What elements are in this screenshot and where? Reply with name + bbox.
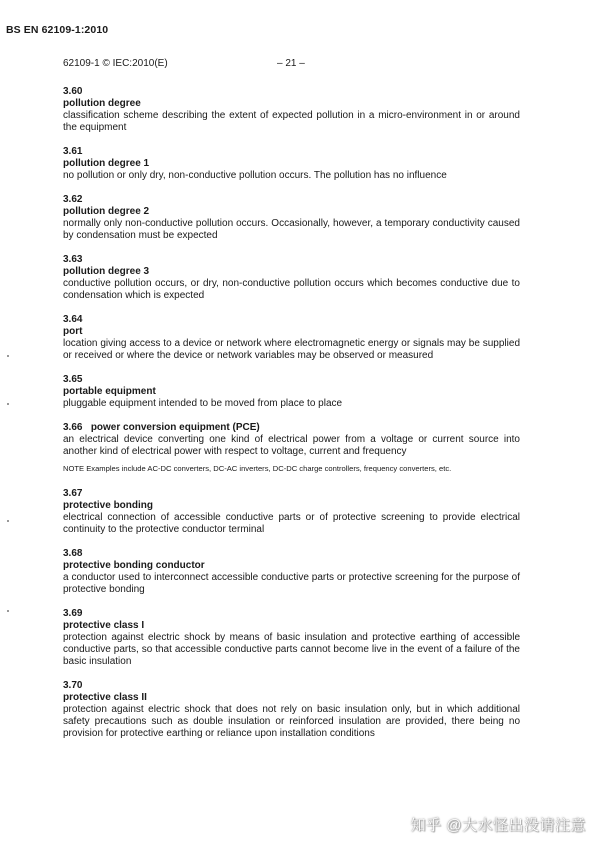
clause-number: 3.68: [63, 548, 83, 559]
definition-entry: [63, 314, 520, 362]
definition-text: protection against electric shock by means of basic insulation and protective earthing of accessible conductive parts, so that accessible conductive parts cannot become live in the event of a failure of the basic insulation: [63, 632, 520, 667]
clause-number: 3.65: [63, 374, 83, 385]
term: protective class II: [63, 692, 147, 703]
definition-entry: [63, 374, 520, 410]
definition-text: electrical connection of accessible conductive parts or of protective screening to provide electrical continuity to the protective conductor terminal: [63, 512, 520, 535]
clause-number: 3.66: [63, 422, 83, 433]
definition-entry: [63, 254, 520, 302]
clause-number: 3.69: [63, 608, 83, 619]
definition-entry: [63, 422, 520, 474]
definition-entry: [63, 488, 520, 536]
definition-text: protection against electric shock that does not rely on basic insulation only, but in which additional safety precautions such as double insulation or reinforced insulation are provided, there being no provision for protective earthing or reliance upon installation conditions: [63, 704, 520, 739]
definition-entry: [63, 146, 520, 182]
term: protective class I: [63, 620, 145, 631]
page-number: – 21 –: [277, 58, 305, 69]
clause-heading: [63, 422, 520, 434]
term: pollution degree 1: [63, 158, 150, 169]
term: pollution degree 3: [63, 266, 150, 277]
definition-text: classification scheme describing the extent of expected pollution in a micro-environment in or around the equipment: [63, 110, 520, 133]
definition-text: location giving access to a device or network where electromagnetic energy or signals may be supplied or received or where the device or network variables may be observed or measured: [63, 338, 520, 361]
definition-text: an electrical device converting one kind of electrical power from a voltage or current source into another kind of electrical power with respect to voltage, current and frequency: [63, 434, 520, 457]
clause-number: 3.60: [63, 86, 83, 97]
watermark-text: 知乎 @大水怪出没请注意: [410, 817, 586, 834]
clause-number: 3.64: [63, 314, 83, 325]
clause-number: 3.63: [63, 254, 83, 265]
margin-mark: [7, 355, 9, 357]
term: portable equipment: [63, 386, 156, 397]
clause-number: 3.67: [63, 488, 83, 499]
term: pollution degree 2: [63, 206, 150, 217]
definition-entry: [63, 608, 520, 668]
term: pollution degree: [63, 98, 141, 109]
definition-text: no pollution or only dry, non-conductive pollution occurs. The pollution has no influence: [63, 170, 447, 181]
standard-id: BS EN 62109-1:2010: [6, 24, 109, 36]
doc-reference: 62109-1 © IEC:2010(E): [63, 58, 168, 69]
clause-number: 3.62: [63, 194, 83, 205]
definition-note: NOTE Examples include AC-DC converters, DC-AC inverters, DC-DC charge controllers, frequency converters, etc.: [63, 464, 452, 473]
clause-number: 3.70: [63, 680, 83, 691]
definition-entry: [63, 86, 520, 134]
definition-entry: [63, 680, 520, 740]
running-header: [63, 58, 520, 69]
definition-text: a conductor used to interconnect accessible conductive parts or protective screening for the purpose of protective bonding: [63, 572, 520, 595]
definition-text: normally only non-conductive pollution occurs. Occasionally, however, a temporary conductivity caused by condensation must be expected: [63, 218, 520, 241]
definitions-list: [63, 86, 520, 752]
definition-entry: [63, 194, 520, 242]
term: protective bonding: [63, 500, 153, 511]
margin-mark: [7, 403, 9, 405]
term: protective bonding conductor: [63, 560, 205, 571]
definition-text: conductive pollution occurs, or dry, non-conductive pollution occurs which becomes conductive due to condensation which is expected: [63, 278, 520, 301]
definition-text: pluggable equipment intended to be moved from place to place: [63, 398, 343, 409]
definition-entry: [63, 548, 520, 596]
term: port: [63, 326, 83, 337]
margin-mark: [7, 610, 9, 612]
term: power conversion equipment (PCE): [90, 422, 260, 433]
clause-number: 3.61: [63, 146, 83, 157]
margin-mark: [7, 520, 9, 522]
